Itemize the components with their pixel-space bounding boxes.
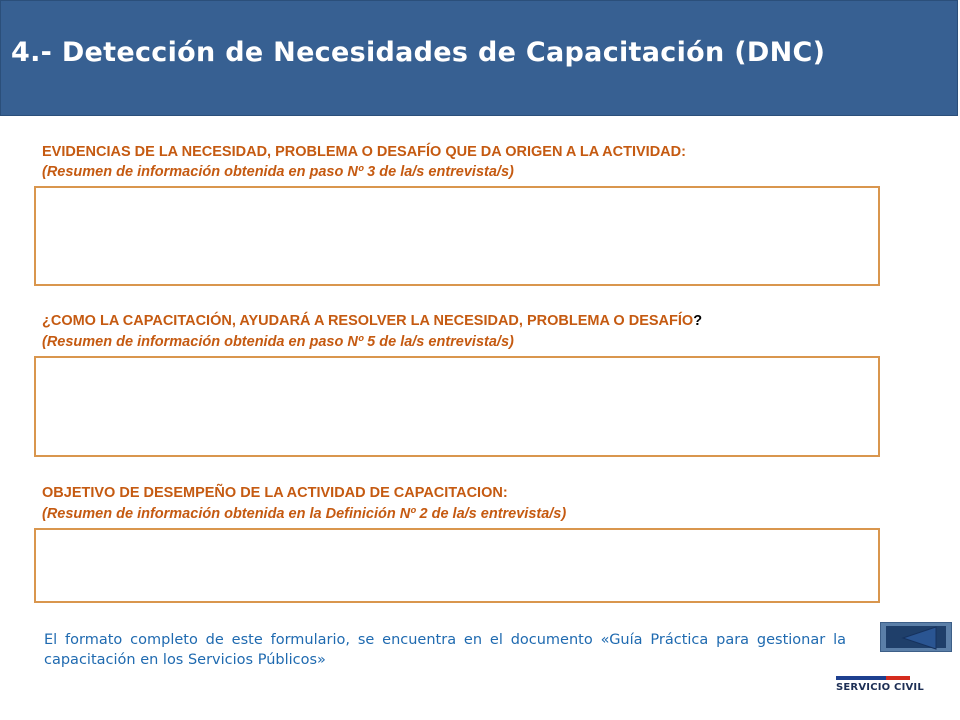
footnote-text: El formato completo de este formulario, se encuentra en el documento «Guía Práctica para gestionar la capacitación en los Servicios Públicos» [44,632,846,668]
logo-color-bars [836,676,910,680]
back-button[interactable] [880,622,952,652]
section-2-answer-box[interactable] [34,356,880,457]
title-banner [0,0,958,116]
section-2-heading-text: ¿COMO LA CAPACITACIÓN, AYUDARÁ A RESOLVER LA NECESIDAD, PROBLEMA O DESAFÍO [42,313,694,329]
section-3-heading: OBJETIVO DE DESEMPEÑO DE LA ACTIVIDAD DE CAPACITACION: [42,485,508,501]
section-1-subheading: (Resumen de información obtenida en paso Nº 3 de la/s entrevista/s) [42,164,514,180]
logo-text: SERVICIO CIVIL [836,682,924,693]
section-1-answer-box[interactable] [34,186,880,286]
triangle-left-icon [881,623,953,653]
logo-bar-blue [836,676,866,680]
logo-bar-blue-2 [866,676,886,680]
section-2-heading [42,313,702,329]
section-1-heading: EVIDENCIAS DE LA NECESIDAD, PROBLEMA O DESAFÍO QUE DA ORIGEN A LA ACTIVIDAD: [42,144,686,160]
section-3-answer-box[interactable] [34,528,880,603]
page-title: 4.- Detección de Necesidades de Capacitación (DNC) [11,37,826,68]
section-2-subheading: (Resumen de información obtenida en paso Nº 5 de la/s entrevista/s) [42,334,514,350]
section-3-subheading: (Resumen de información obtenida en la Definición Nº 2 de la/s entrevista/s) [42,506,567,522]
section-2-question-mark: ? [693,313,703,329]
servicio-civil-logo [836,676,924,693]
logo-bar-red [886,676,910,680]
